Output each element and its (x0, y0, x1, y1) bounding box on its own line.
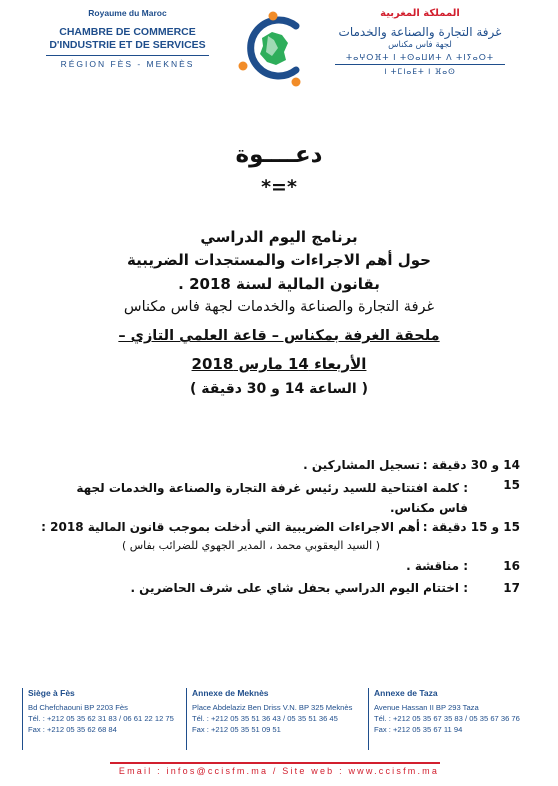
footer-fes-address: Bd Chefchaouni BP 2203 Fès (28, 703, 128, 712)
footer-divider (110, 762, 440, 764)
program-item (41, 520, 520, 556)
chamber-name-ar: غرفة التجارة والصناعة والخدمات (338, 25, 502, 39)
footer-taza-heading: Annexe de Taza (374, 688, 438, 698)
footer-fes-fax: Fax : +212 05 35 62 68 84 (28, 725, 117, 734)
program-time: 15 (503, 478, 520, 492)
header-divider-ar (335, 64, 505, 65)
footer-meknes-phone: Tél. : +212 05 35 51 36 43 / 05 35 51 36 45 (192, 714, 338, 723)
event-venue: ملحقة الغرفة بمكناس – قاعة العلمي التازي – (118, 328, 440, 344)
letterhead-arabic (325, 8, 515, 76)
footer-meknes-heading: Annexe de Meknès (192, 688, 269, 698)
event-subject: حول أهم الاجراءات والمستجدات الضريبية (127, 251, 431, 269)
chamber-name-line1: CHAMBRE DE COMMERCE (59, 26, 196, 38)
footer-meknes-fax: Fax : +212 05 35 51 09 51 (192, 725, 281, 734)
program-text: أهم الاجراءات الضريبية التي أدخلت بموجب قانون المالية 2018 : (41, 520, 420, 534)
footer-meknes-address: Place Abdelaziz Ben Driss V.N. BP 325 Meknès (192, 703, 353, 712)
heading-ornament: *=* (261, 176, 297, 198)
organizer-name: غرفة التجارة والصناعة والخدمات لجهة فاس مكناس (123, 299, 435, 315)
region-label-fr: RÉGION FÈS - MEKNÈS (60, 59, 195, 69)
event-title: برنامج اليوم الدراسي (200, 228, 358, 246)
footer-taza-address: Avenue Hassan II BP 293 Taza (374, 703, 479, 712)
program-item (50, 458, 520, 476)
program-text: : كلمة افتتاحية للسيد رئيس غرفة التجارة والصناعة والخدمات لجهة فاس مكناس. (76, 481, 468, 515)
chamber-name-line2: D'INDUSTRIE ET DE SERVICES (49, 39, 206, 51)
footer-taza-fax: Fax : +212 05 35 67 11 94 (374, 725, 463, 734)
footer-fes-heading: Siège à Fès (28, 688, 75, 698)
footer-taza (368, 688, 538, 750)
chamber-name-tifinagh: ⵜⴰⵖⵔⴼⵜ ⵏ ⵜⵙⴰⵡⵍⵜ ⴷ ⵜⵏⵢⴰⵔⵜ (345, 53, 495, 62)
program-item (50, 559, 520, 577)
program-speaker: ( السيد اليعقوبي محمد ، المدير الجهوي للضرائب بفاس ) (121, 539, 380, 552)
program-text: : مناقشة . (406, 559, 468, 573)
event-date: الأربعاء 14 مارس 2018 (191, 355, 367, 373)
region-label-tifinagh: ⵏ ⵜⵎⵏⴰⴹⵜ ⵏ ⴼⴰⵙ (384, 67, 456, 76)
footer-addresses (0, 688, 558, 756)
program-text: تسجيل المشاركين . (303, 458, 420, 472)
letterhead-french (40, 8, 215, 69)
program-time: 16 (503, 559, 520, 573)
kingdom-label-fr: Royaume du Maroc (88, 8, 167, 18)
invitation-heading: دعــــوة (235, 142, 323, 168)
footer-taza-phone: Tél. : +212 05 35 67 35 83 / 05 35 67 36 76 (374, 714, 520, 723)
kingdom-label-ar: المملكة المغربية (380, 8, 460, 19)
event-subject-law: بقانون المالية لسنة 2018 . (178, 275, 380, 293)
footer-fes (22, 688, 182, 750)
program-time: 17 (503, 581, 520, 595)
footer-meknes (186, 688, 366, 750)
chamber-logo-icon (238, 10, 308, 90)
event-time: ( الساعة 14 و 30 دقيقة ) (190, 381, 368, 397)
program-item (50, 581, 520, 599)
region-label-ar: لجهة فاس مكناس (388, 40, 452, 50)
header-divider-fr (46, 55, 209, 56)
footer-fes-phone: Tél. : +212 05 35 62 31 83 / 06 61 22 12 75 (28, 714, 174, 723)
footer-contact-bar (0, 760, 558, 786)
program-time: 14 و 30 دقيقة : (422, 458, 520, 472)
program-time: 15 و 15 دقيقة : (422, 520, 520, 534)
footer-contact[interactable]: Email : infos@ccisfm.ma / Site web : www.ccisfm.ma (118, 766, 440, 776)
program-item (50, 478, 520, 516)
program-text: : اختتام اليوم الدراسي بحفل شاي على شرف الحاضرين . (130, 581, 468, 595)
